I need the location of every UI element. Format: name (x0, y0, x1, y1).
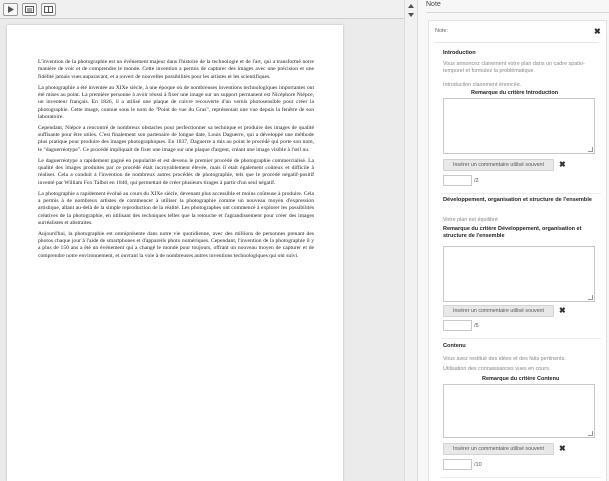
remark-textarea-developpement[interactable] (443, 246, 595, 302)
paragraph: Aujourd'hui, la photographie est omniprésente dans notre vie quotidienne, avec des millions de personnes prenant des photos chaque jour à l'aide de smartphones et d'appareils photo numériques. Cependant, l'invention de la photographie il y a plus de 150 ans a été un événement qui a changé le monde pour toujours, offrant un nouveau moyen de capturer et de comprendre notre environnement, et ouvrant la voie à de nombreuses autres inventions technologiques qui ont suivi. (38, 230, 314, 259)
close-icon[interactable]: ✖ (594, 27, 601, 36)
play-button[interactable] (3, 3, 18, 16)
score-max: /5 (474, 323, 479, 329)
document-page (7, 25, 343, 481)
note-panel (417, 0, 609, 481)
grading-card (428, 20, 607, 481)
score-input-contenu[interactable] (443, 459, 472, 470)
remark-label-developpement: Remarque du critère Développement, organisation et structure de l'ensemble (443, 226, 582, 239)
remark-textarea-contenu[interactable] (443, 384, 595, 438)
card-divider (435, 42, 599, 43)
resize-grip-icon[interactable] (588, 431, 593, 436)
panel-title: Note (426, 1, 441, 8)
paragraph: Cependant, Niépce a rencontré de nombreux obstacles pour perfectionner sa technique et produire des images de qualité suffisante pour être utiles. C'est finalement son partenaire de longue date, Louis Daguerre, qui a développé une méthode plus pratique pour produire des images photographiques. En 1837, Daguerre a mis au point le procédé qui porte son nom, le "daguerréotype". Ce procédé impliquait de fixer une image sur une plaque d'argent, créant une image visible à l'œil nu. (38, 124, 314, 153)
paragraph: La photographie a rapidement évolué au cours du XIXe siècle, devenant plus accessible et moins coûteuse à produire. Cela a permis à de nombreux artistes de commencer à utiliser la photographie comme un nouveau moyen d'expression artistique, allant au-delà de la simple reproduction de la réalité. Les photographes ont commencé à explorer les possibilités créatives de la photographie, en utilisant des techniques telles que la retouche et l'agrandissement pour créer des images surréalistes et abstraites. (38, 190, 314, 226)
scroll-up-arrow-icon[interactable] (408, 4, 414, 8)
remark-label-introduction: Remarque du critère Introduction (471, 90, 559, 96)
paragraph: La photographie a été inventée au XIXe siècle, à une époque où de nombreuses inventions technologiques importantes ont été mises au point. La première personne à avoir réussi à fixer une image sur un support permanent est Nicéphore Niépce, un inventeur français. En 1826, il a utilisé une plaque de cuivre recouverte d'un vernis photosensible pour créer la photographie. Cette image, connue sous le nom de "Point de vue du Gras", représentait une vue depuis la fenêtre de son laboratoire. (38, 84, 314, 120)
insert-comment-button[interactable]: Insérer un commentaire utilisé souvent (443, 443, 554, 455)
section-divider (441, 338, 601, 339)
scroll-down-arrow-icon[interactable] (408, 13, 414, 17)
section-divider (441, 193, 601, 194)
viewer-scrollbar[interactable] (404, 0, 417, 481)
section-divider (441, 477, 601, 478)
document-text (38, 59, 314, 264)
page-view-button[interactable] (22, 3, 37, 16)
viewer-toolbar (0, 0, 404, 19)
section-description: Vous avez restitué des idées et des faits pertinents. (443, 356, 566, 362)
page-layout-button[interactable] (41, 3, 56, 16)
remark-textarea-introduction[interactable] (443, 98, 595, 154)
paragraph: L'invention de la photographie est un événement majeur dans l'histoire de la technologie et de l'art, qui a transformé notre manière de voir et de comprendre le monde. Cette invention a permis de capturer des images avec une précision et une fidélité jamais vues auparavant, et a ouvert de nouvelles possibilités pour les artistes et les scientifiques. (38, 59, 314, 80)
resize-grip-icon[interactable] (588, 295, 593, 300)
section-description: Votre plan est équilibré (443, 217, 498, 223)
card-heading: Note: (435, 28, 449, 34)
page-view-icon (25, 6, 34, 13)
section-title-contenu: Contenu (443, 343, 466, 349)
score-max: /10 (474, 462, 482, 468)
remove-comment-icon[interactable]: ✖ (559, 444, 566, 453)
section-description: Introduction clairement énoncée. (443, 82, 522, 88)
score-input-introduction[interactable] (443, 175, 472, 186)
section-description: Utilisation des connaissances vues en cours. (443, 366, 551, 372)
paragraph: Le daguerréotype a rapidement gagné en popularité et est devenu le premier procédé de photographie commercialisé. La qualité des images produites par ce procédé était incroyablement élevée, mais il était également coûteux et difficile à réaliser. Cela a conduit à l'invention de nombreux autres procédés de photographie, tels que le procédé négatif-positif inventé par William Fox Talbot en 1840, qui permettait de créer plusieurs tirages à partir d'un seul négatif. (38, 157, 314, 186)
insert-comment-button[interactable]: Insérer un commentaire utilisé souvent (443, 305, 554, 317)
insert-comment-button[interactable]: Insérer un commentaire utilisé souvent (443, 159, 554, 171)
page-layout-icon (44, 6, 53, 13)
score-max: /2 (474, 178, 479, 184)
section-title-introduction: Introduction (443, 50, 476, 56)
remove-comment-icon[interactable]: ✖ (559, 306, 566, 315)
remark-label-contenu: Remarque du critère Contenu (482, 376, 560, 382)
panel-divider (426, 12, 609, 13)
section-title-developpement: Développement, organisation et structure de l'ensemble (443, 197, 592, 203)
section-description: Vous annoncez clairement votre plan dans un cadre spatio-temporel et formulez la problématique. (443, 61, 585, 74)
resize-grip-icon[interactable] (588, 147, 593, 152)
play-icon (8, 6, 14, 13)
remove-comment-icon[interactable]: ✖ (559, 160, 566, 169)
score-input-developpement[interactable] (443, 320, 472, 331)
